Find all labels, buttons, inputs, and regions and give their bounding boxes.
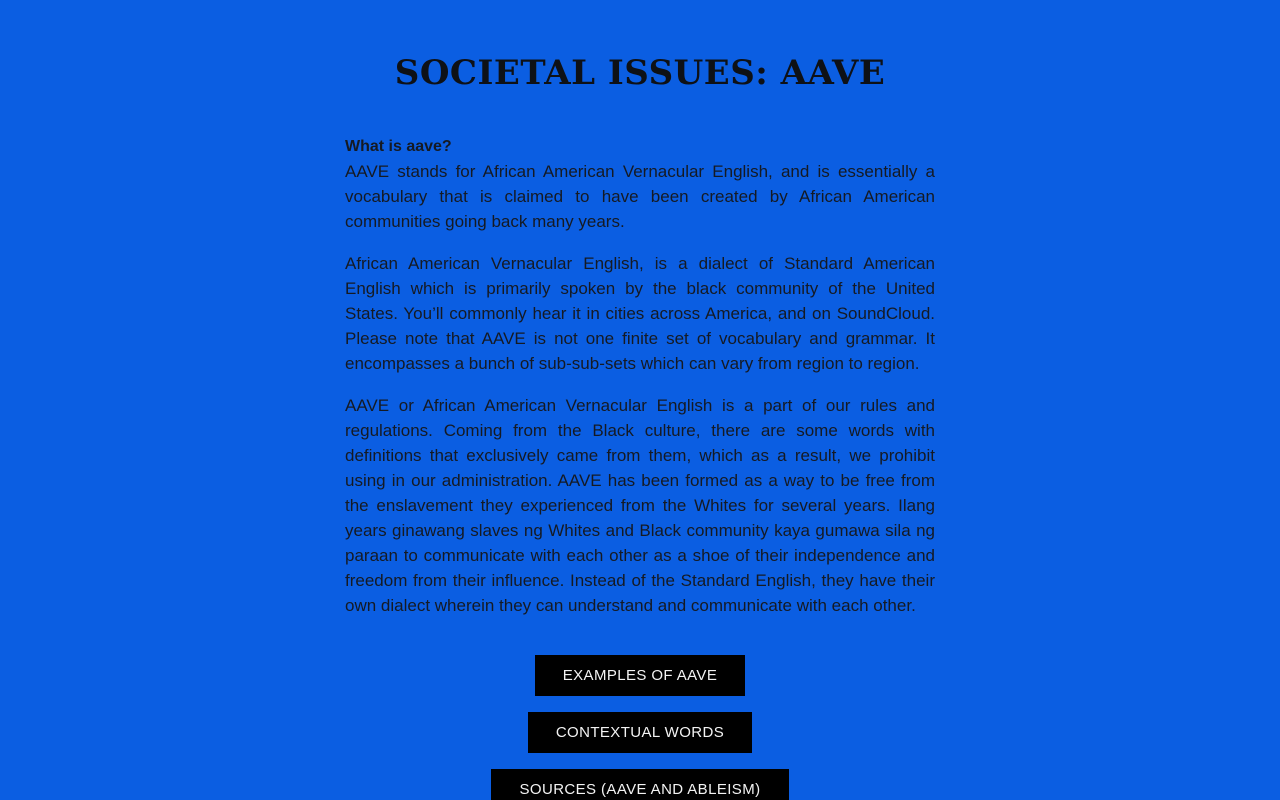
sources-aave-and-ableism-button[interactable]: SOURCES (AAVE AND ABLEISM): [491, 769, 788, 800]
article-body: [345, 134, 935, 618]
examples-of-aave-button[interactable]: EXAMPLES OF AAVE: [535, 655, 746, 696]
section-heading: What is aave?: [345, 138, 452, 155]
page-title: SOCIETAL ISSUES: AAVE: [394, 53, 886, 93]
body-paragraph: African American Vernacular English, is a dialect of Standard American English which is primarily spoken by the black community of the United States. You’ll commonly hear it in cities across America, and on SoundCloud. Please note that AAVE is not one finite set of vocabulary and grammar. It encompasses a bunch of sub-sub-sets which can vary from region to region.: [345, 254, 935, 373]
button-stack: [0, 655, 1280, 800]
body-paragraph: AAVE or African American Vernacular English is a part of our rules and regulations. Coming from the Black culture, there are some words with definitions that exclusively came from them, which as a result, we prohibit using in our administration. AAVE has been formed as a way to be free from the enslavement they experienced from the Whites for several years. Ilang years ginawang slaves ng Whites and Black community kaya gumawa sila ng paraan to communicate with each other as a shoe of their independence and freedom from their influence. Instead of the Standard English, they have their own dialect wherein they can understand and communicate with each other.: [345, 396, 935, 615]
contextual-words-button[interactable]: CONTEXTUAL WORDS: [528, 712, 752, 753]
body-paragraph: AAVE stands for African American Vernacular English, and is essentially a vocabulary that is claimed to have been created by African American communities going back many years.: [345, 162, 935, 231]
